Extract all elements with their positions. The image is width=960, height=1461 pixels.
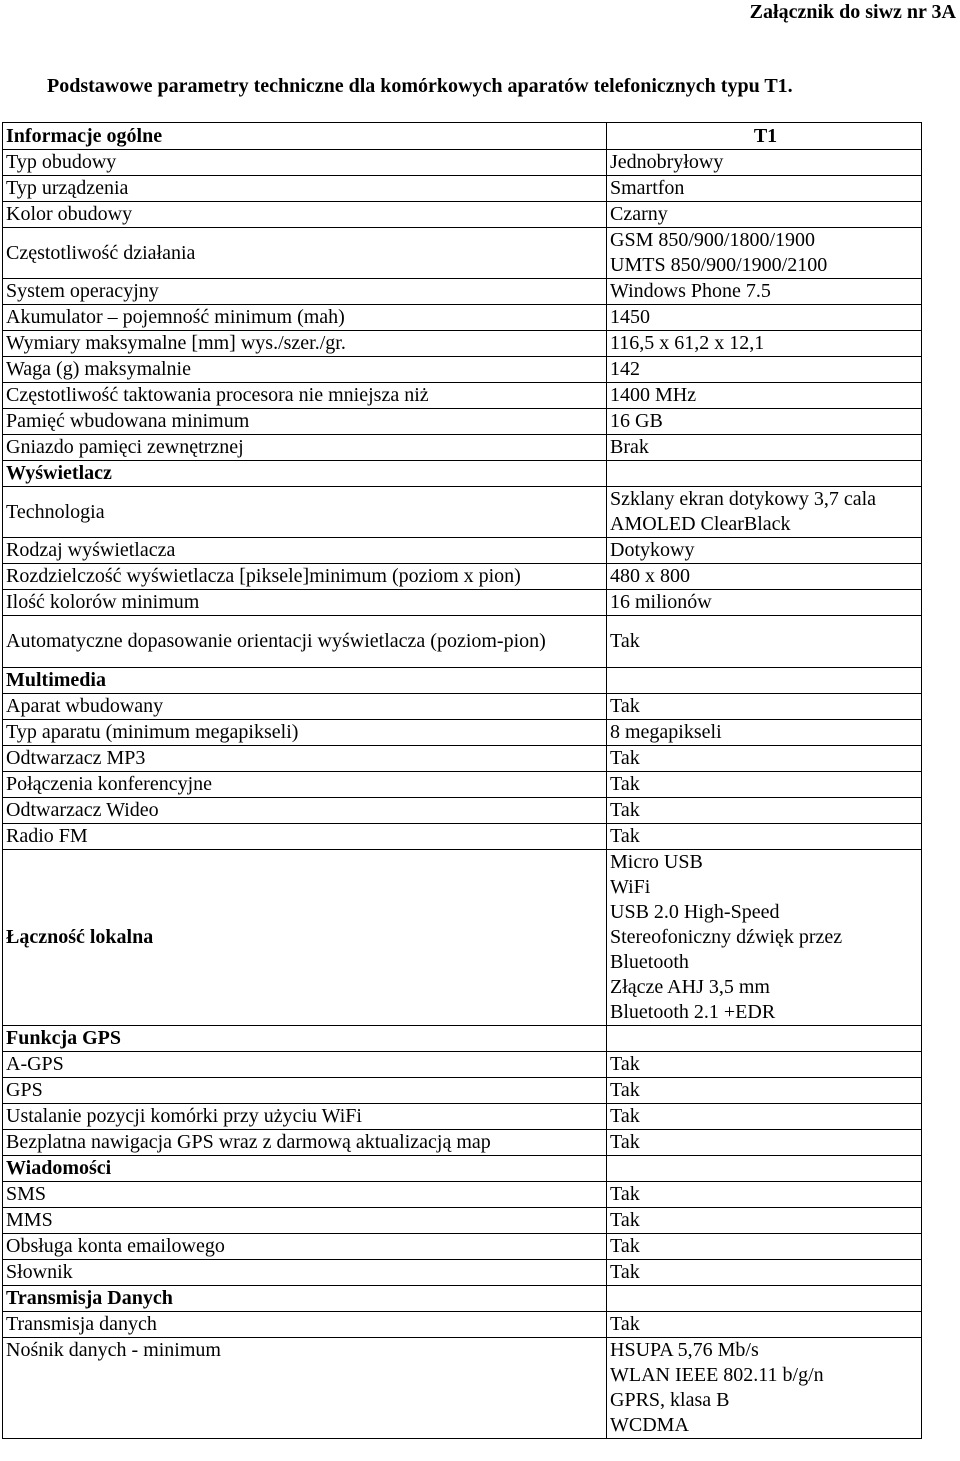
row-value — [607, 228, 922, 279]
table-row — [3, 1208, 922, 1234]
row-value — [607, 1338, 922, 1439]
table-row — [3, 564, 922, 590]
row-value: Tak — [607, 1234, 922, 1260]
table-row — [3, 590, 922, 616]
row-label: Rozdzielczość wyświetlacza [piksele]minimum (poziom x pion) — [3, 564, 607, 590]
row-value-line: GPRS, klasa B — [610, 1389, 730, 1411]
row-value — [607, 668, 922, 694]
row-value: Jednobryłowy — [607, 150, 922, 176]
table-row — [3, 616, 922, 668]
table-row — [3, 694, 922, 720]
row-label: MMS — [3, 1208, 607, 1234]
table-row — [3, 435, 922, 461]
row-value-line: Bluetooth 2.1 +EDR — [610, 1001, 776, 1023]
row-value — [607, 487, 922, 538]
row-value: Tak — [607, 1078, 922, 1104]
table-row — [3, 331, 922, 357]
row-label: Akumulator – pojemność minimum (mah) — [3, 305, 607, 331]
row-label: Bezplatna nawigacja GPS wraz z darmową aktualizacją map — [3, 1130, 607, 1156]
row-label: Automatyczne dopasowanie orientacji wyświetlacza (poziom-pion) — [3, 616, 607, 668]
section-title: Funkcja GPS — [3, 1026, 607, 1052]
row-value: 16 milionów — [607, 590, 922, 616]
section-header-row — [3, 1156, 922, 1182]
row-label: Nośnik danych - minimum — [3, 1338, 607, 1439]
row-label: GPS — [3, 1078, 607, 1104]
section-header-row — [3, 1026, 922, 1052]
document-title: Podstawowe parametry techniczne dla komórkowych aparatów telefonicznych typu T1. — [47, 75, 793, 97]
section-title: Transmisja Danych — [3, 1286, 607, 1312]
section-title: Multimedia — [3, 668, 607, 694]
table-row — [3, 720, 922, 746]
row-value-line: Szklany ekran dotykowy 3,7 cala — [610, 488, 877, 510]
row-value: Brak — [607, 435, 922, 461]
row-label: Połączenia konferencyjne — [3, 772, 607, 798]
row-value: Tak — [607, 1208, 922, 1234]
row-value-line: Micro USB — [610, 851, 703, 873]
row-label: SMS — [3, 1182, 607, 1208]
row-value — [607, 1156, 922, 1182]
table-row — [3, 357, 922, 383]
row-value: Tak — [607, 616, 922, 668]
row-value: Tak — [607, 1260, 922, 1286]
table-row — [3, 1338, 922, 1439]
row-value: 480 x 800 — [607, 564, 922, 590]
row-label: Ilość kolorów minimum — [3, 590, 607, 616]
row-value-line: Złącze AHJ 3,5 mm — [610, 976, 770, 998]
table-row — [3, 305, 922, 331]
table-row — [3, 150, 922, 176]
table-row — [3, 279, 922, 305]
row-value: Tak — [607, 746, 922, 772]
table-row — [3, 1312, 922, 1338]
row-value: Tak — [607, 798, 922, 824]
table-row — [3, 176, 922, 202]
row-value: Tak — [607, 824, 922, 850]
header-label: Informacje ogólne — [3, 123, 607, 150]
row-label: A-GPS — [3, 1052, 607, 1078]
table-row — [3, 538, 922, 564]
spec-table — [2, 122, 922, 1439]
row-value: Windows Phone 7.5 — [607, 279, 922, 305]
section-header-row — [3, 461, 922, 487]
table-row — [3, 228, 922, 279]
table-header-row — [3, 123, 922, 150]
section-header-row — [3, 668, 922, 694]
row-value: 8 megapikseli — [607, 720, 922, 746]
row-value: Tak — [607, 1052, 922, 1078]
row-value-line: HSUPA 5,76 Mb/s — [610, 1339, 759, 1361]
row-value-line: USB 2.0 High-Speed — [610, 901, 780, 923]
row-value: Tak — [607, 1182, 922, 1208]
table-row — [3, 746, 922, 772]
row-label: Gniazdo pamięci zewnętrznej — [3, 435, 607, 461]
row-value: Tak — [607, 1312, 922, 1338]
table-row — [3, 1182, 922, 1208]
row-value — [607, 1286, 922, 1312]
table-row — [3, 772, 922, 798]
row-label: Technologia — [3, 487, 607, 538]
row-label: System operacyjny — [3, 279, 607, 305]
row-value: 1400 MHz — [607, 383, 922, 409]
table-row — [3, 1052, 922, 1078]
table-row — [3, 824, 922, 850]
table-row — [3, 202, 922, 228]
row-label: Łączność lokalna — [3, 850, 607, 1026]
row-label: Częstotliwość działania — [3, 228, 607, 279]
annex-label: Załącznik do siwz nr 3A — [749, 1, 956, 23]
row-label: Aparat wbudowany — [3, 694, 607, 720]
row-label: Typ obudowy — [3, 150, 607, 176]
row-value: Tak — [607, 1130, 922, 1156]
header-value: T1 — [607, 123, 922, 150]
row-label: Kolor obudowy — [3, 202, 607, 228]
row-value: 16 GB — [607, 409, 922, 435]
row-value-line: WiFi — [610, 876, 651, 898]
row-value — [607, 461, 922, 487]
row-label: Odtwarzacz Wideo — [3, 798, 607, 824]
section-title: Wyświetlacz — [3, 461, 607, 487]
row-label: Typ aparatu (minimum megapikseli) — [3, 720, 607, 746]
row-value: 142 — [607, 357, 922, 383]
row-label: Częstotliwość taktowania procesora nie mniejsza niż — [3, 383, 607, 409]
row-label: Ustalanie pozycji komórki przy użyciu WiFi — [3, 1104, 607, 1130]
row-value-line: GSM 850/900/1800/1900 — [610, 229, 816, 251]
table-row — [3, 1260, 922, 1286]
table-row — [3, 1104, 922, 1130]
row-label: Wymiary maksymalne [mm] wys./szer./gr. — [3, 331, 607, 357]
row-label: Słownik — [3, 1260, 607, 1286]
row-value: Tak — [607, 772, 922, 798]
row-label: Waga (g) maksymalnie — [3, 357, 607, 383]
table-row — [3, 487, 922, 538]
table-row — [3, 850, 922, 1026]
row-label: Typ urządzenia — [3, 176, 607, 202]
row-value-line: WLAN IEEE 802.11 b/g/n — [610, 1364, 824, 1386]
section-header-row — [3, 1286, 922, 1312]
row-value: 1450 — [607, 305, 922, 331]
table-row — [3, 383, 922, 409]
table-row — [3, 1130, 922, 1156]
row-value-line: UMTS 850/900/1900/2100 — [610, 254, 828, 276]
row-value-line: AMOLED ClearBlack — [610, 513, 791, 535]
row-value: Tak — [607, 1104, 922, 1130]
row-label: Odtwarzacz MP3 — [3, 746, 607, 772]
row-label: Obsługa konta emailowego — [3, 1234, 607, 1260]
row-label: Pamięć wbudowana minimum — [3, 409, 607, 435]
row-value — [607, 850, 922, 1026]
row-value: Smartfon — [607, 176, 922, 202]
row-value-line: Bluetooth — [610, 951, 689, 973]
table-row — [3, 409, 922, 435]
row-value-line: Stereofoniczny dźwięk przez — [610, 926, 843, 948]
table-row — [3, 798, 922, 824]
table-row — [3, 1078, 922, 1104]
row-value: 116,5 x 61,2 x 12,1 — [607, 331, 922, 357]
row-label: Rodzaj wyświetlacza — [3, 538, 607, 564]
row-label: Radio FM — [3, 824, 607, 850]
row-value — [607, 1026, 922, 1052]
table-row — [3, 1234, 922, 1260]
row-value: Tak — [607, 694, 922, 720]
section-title: Wiadomości — [3, 1156, 607, 1182]
row-value: Czarny — [607, 202, 922, 228]
row-label: Transmisja danych — [3, 1312, 607, 1338]
row-value: Dotykowy — [607, 538, 922, 564]
row-value-line: WCDMA — [610, 1414, 689, 1436]
